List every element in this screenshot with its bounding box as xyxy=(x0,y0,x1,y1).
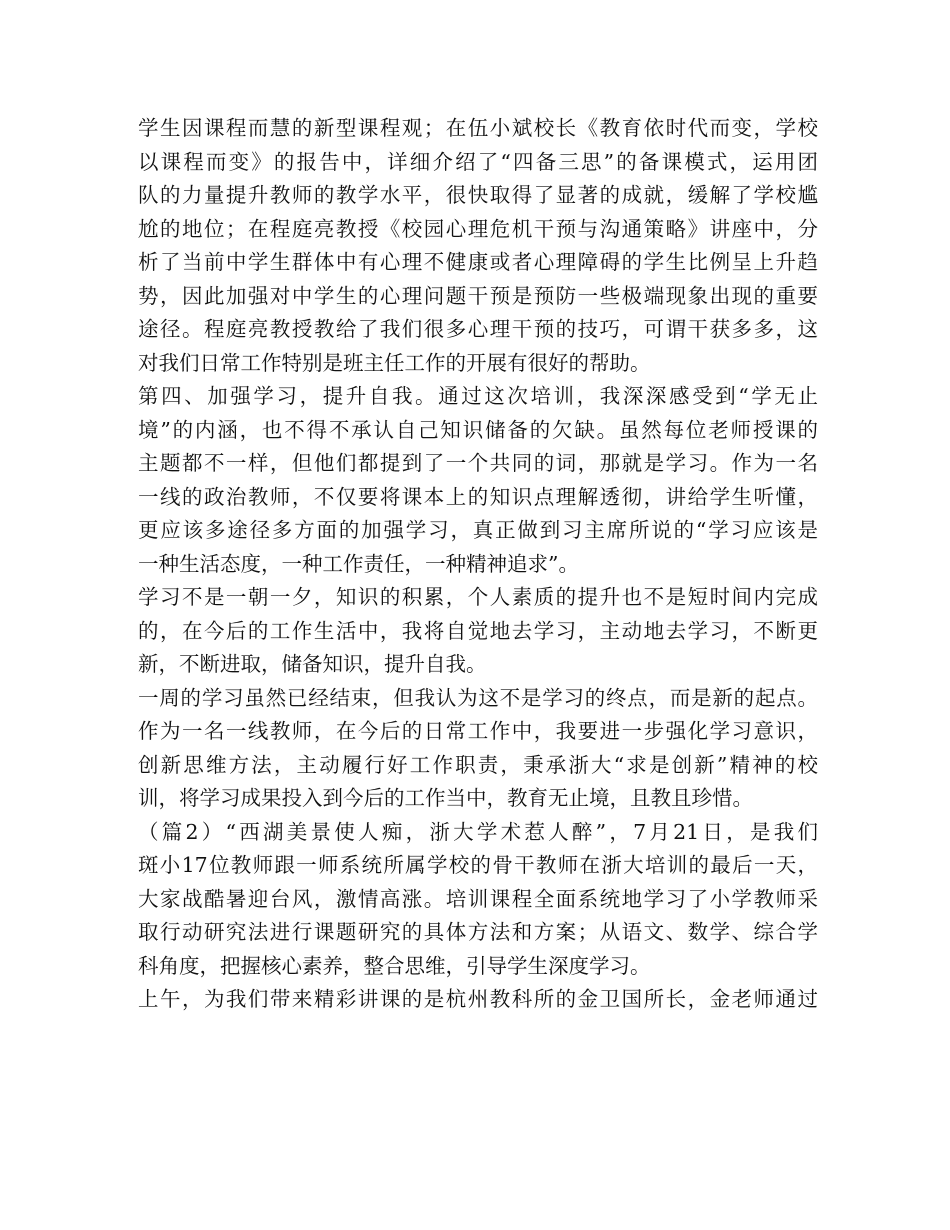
text-line: 以课程而变》的报告中，详细介绍了“四备三思”的备课模式，运用团 xyxy=(138,149,818,174)
text-line: 大家战酷暑迎台风，激情高涨。培训课程全面系统地学习了小学教师采 xyxy=(138,886,818,911)
text-line: 境”的内涵，也不得不承认自己知识储备的欠缺。虽然每位老师授课的 xyxy=(138,417,818,442)
text-line: 途径。程庭亮教授教给了我们很多心理干预的技巧，可谓干获多多，这 xyxy=(138,317,818,341)
text-line: 势，因此加强对中学生的心理问题干预是预防一些极端现象出现的重要 xyxy=(138,283,818,308)
text-line: 析了当前中学生群体中有心理不健康或者心理障碍的学生比例呈上升趋 xyxy=(138,250,818,274)
text-line: 科角度，把握核心素养，整合思维，引导学生深度学习。 xyxy=(138,953,651,978)
text-line: 作为一名一线教师，在今后的日常工作中，我要进一步强化学习意识， xyxy=(138,719,818,743)
text-line: 训，将学习成果投入到今后的工作当中，教育无止境，且教且珍惜。 xyxy=(138,786,753,810)
text-line: 新，不断进取，储备知识，提升自我。 xyxy=(138,652,487,676)
text-line: 一周的学习虽然已经结束，但我认为这不是学习的终点，而是新的起点。 xyxy=(138,685,818,710)
text-line: 取行动研究法进行课题研究的具体方法和方案；从语文、数学、综合学 xyxy=(138,920,818,944)
text-line: 更应该多途径多方面的加强学习，真正做到习主席所说的“学习应该是 xyxy=(138,518,818,542)
text-line: 上午，为我们带来精彩讲课的是杭州教科所的金卫国所长，金老师通过 xyxy=(138,987,818,1011)
body-text xyxy=(138,112,818,1017)
text-line: 的，在今后的工作生活中，我将自觉地去学习，主动地去学习，不断更 xyxy=(138,618,818,643)
text-line: 对我们日常工作特别是班主任工作的开展有很好的帮助。 xyxy=(138,350,651,375)
text-line: 斑小17位教师跟一师系统所属学校的骨干教师在浙大培训的最后一天， xyxy=(138,853,818,877)
text-line: 一线的政治教师，不仅要将课本上的知识点理解透彻，讲给学生听懂， xyxy=(138,484,818,509)
text-line: 学生因课程而慧的新型课程观；在伍小斌校长《教育依时代而变，学校 xyxy=(138,116,818,140)
text-line: 第四、加强学习，提升自我。通过这次培训，我深深感受到“学无止 xyxy=(138,384,818,408)
text-line: 主题都不一样，但他们都提到了一个共同的词，那就是学习。作为一名 xyxy=(138,451,818,475)
text-line: 队的力量提升教师的教学水平，很快取得了显著的成就，缓解了学校尴 xyxy=(138,183,818,207)
text-line: 学习不是一朝一夕，知识的积累，个人素质的提升也不是短时间内完成 xyxy=(138,585,818,609)
text-line: 一种生活态度，一种工作责任，一种精神追求”。 xyxy=(138,551,579,576)
text-line: 尬的地位；在程庭亮教授《校园心理危机干预与沟通策略》讲座中，分 xyxy=(138,216,818,241)
text-line: 创新思维方法，主动履行好工作职责，秉承浙大“求是创新”精神的校 xyxy=(138,752,818,777)
text-line: （篇2）“西湖美景使人痴，浙大学术惹人醉”，7月21日，是我们 xyxy=(138,819,818,844)
